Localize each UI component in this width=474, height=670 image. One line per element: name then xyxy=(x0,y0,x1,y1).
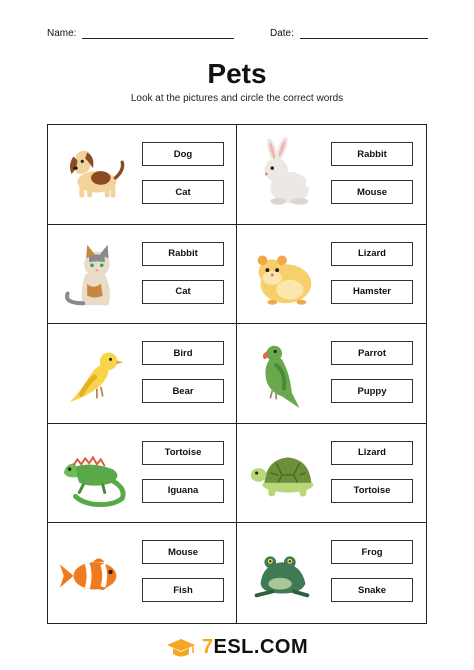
answer-option[interactable]: Hamster xyxy=(331,280,413,304)
pet-card xyxy=(48,424,237,524)
worksheet-instructions: Look at the pictures and circle the correct words xyxy=(130,93,344,104)
answer-option[interactable]: Cat xyxy=(142,280,224,304)
date-blank-line[interactable] xyxy=(300,28,428,39)
pets-grid xyxy=(47,124,427,624)
answer-option[interactable]: Fish xyxy=(142,578,224,602)
pet-card xyxy=(237,324,426,424)
answer-option[interactable]: Snake xyxy=(331,578,413,602)
date-field[interactable] xyxy=(270,28,428,39)
footer-brand xyxy=(0,636,474,659)
answer-option[interactable]: Mouse xyxy=(142,540,224,564)
brand-logo xyxy=(202,636,308,659)
brand-rest: ESL.COM xyxy=(213,636,309,658)
pet-card xyxy=(48,225,237,325)
brand-prefix: 7 xyxy=(201,636,214,658)
answer-option[interactable]: Iguana xyxy=(142,479,224,503)
answer-option[interactable]: Parrot xyxy=(331,341,413,365)
answer-option[interactable]: Frog xyxy=(331,540,413,564)
worksheet-title: Pets xyxy=(207,58,267,89)
canary-icon xyxy=(54,334,132,412)
name-field[interactable] xyxy=(47,28,234,39)
frog-icon xyxy=(243,533,321,611)
answer-option[interactable]: Lizard xyxy=(331,242,413,266)
pet-card xyxy=(237,225,426,325)
answer-option[interactable]: Tortoise xyxy=(331,479,413,503)
clownfish-icon xyxy=(54,533,132,611)
pet-card xyxy=(237,523,426,623)
dog-icon xyxy=(54,135,132,213)
graduation-cap-icon xyxy=(166,637,196,659)
pet-card xyxy=(48,324,237,424)
date-label: Date: xyxy=(270,28,294,39)
answer-option[interactable]: Lizard xyxy=(331,441,413,465)
tortoise-icon xyxy=(243,434,321,512)
answer-option[interactable]: Puppy xyxy=(331,379,413,403)
answer-option[interactable]: Bird xyxy=(142,341,224,365)
pet-card xyxy=(48,523,237,623)
answer-option[interactable]: Cat xyxy=(142,180,224,204)
answer-option[interactable]: Bear xyxy=(142,379,224,403)
cat-icon xyxy=(54,235,132,313)
hamster-icon xyxy=(243,235,321,313)
rabbit-icon xyxy=(243,135,321,213)
name-label: Name: xyxy=(47,28,77,39)
parrot-icon xyxy=(243,334,321,412)
answer-option[interactable]: Tortoise xyxy=(142,441,224,465)
answer-option[interactable]: Rabbit xyxy=(142,242,224,266)
pet-card xyxy=(237,125,426,225)
pet-card xyxy=(237,424,426,524)
name-blank-line[interactable] xyxy=(82,28,234,39)
pet-card xyxy=(48,125,237,225)
answer-option[interactable]: Mouse xyxy=(331,180,413,204)
answer-option[interactable]: Rabbit xyxy=(331,142,413,166)
iguana-icon xyxy=(54,434,132,512)
answer-option[interactable]: Dog xyxy=(142,142,224,166)
